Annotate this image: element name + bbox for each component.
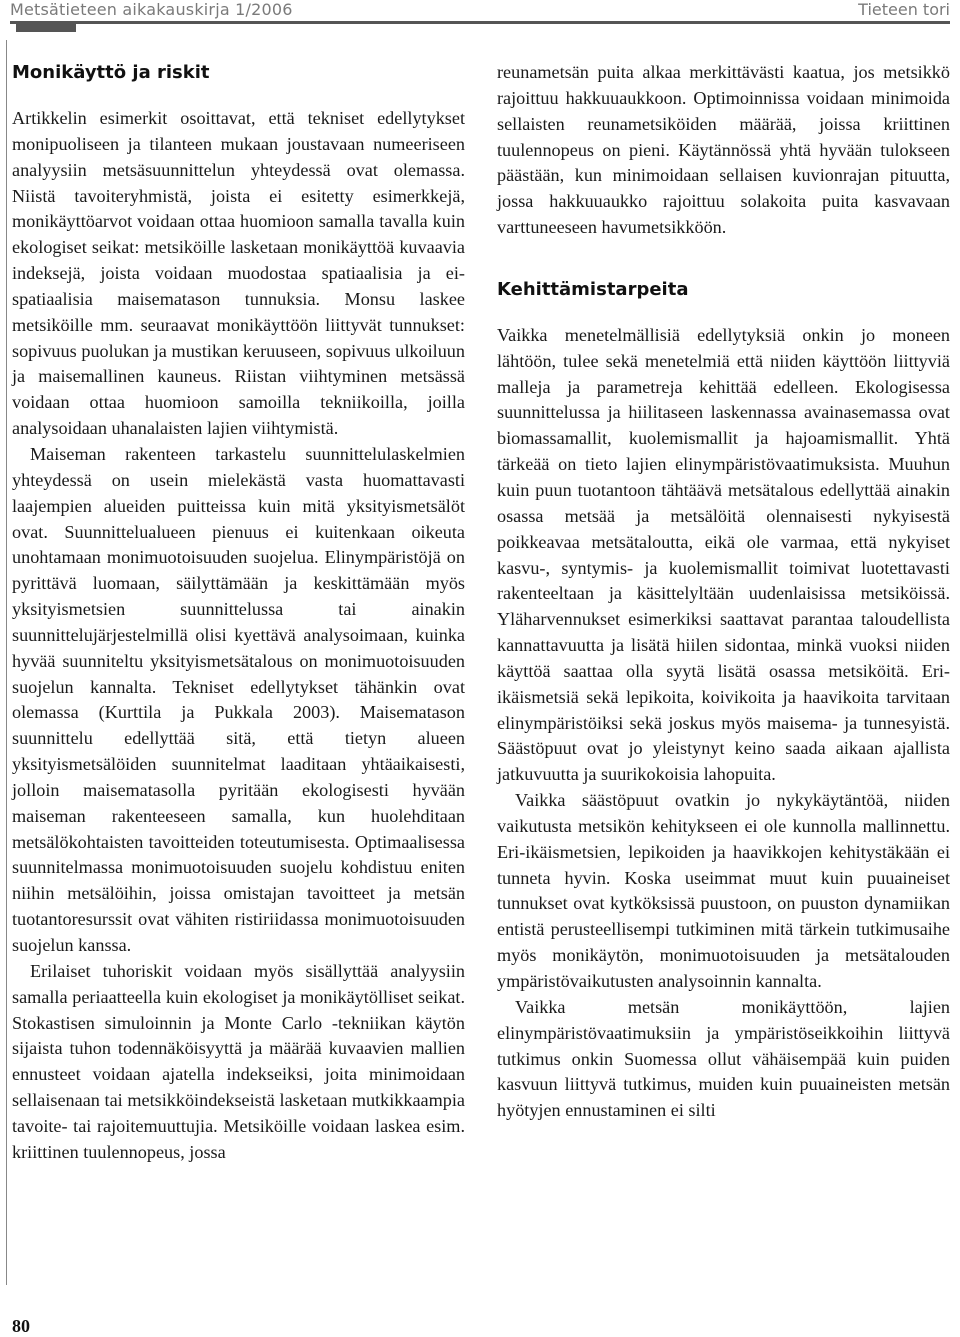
left-column [12, 60, 465, 1166]
paragraph: reunametsän puita alkaa merkittävästi kaatua, jos metsikkö rajoittuu hakkuuaukkoon. Optimoinnissa voidaan minimoida sellaisten reunametsiköiden määrää, joissa kriittinen tuulennopeus on pieni. Käytännössä yhtä hyvään tulokseen päästään, kun minimoidaan sellaisen kuvionrajan pituutta, jossa hakkuuaukko rajoittuu solakoita puita kasvavaan varttuneeseen havumetsikköön. [497, 62, 950, 238]
paragraph: Vaikka metsän monikäyttöön, lajien elinympäristövaatimuksiin ja ympäristöseikkoihin liittyvä tutkimus onkin Suomessa ollut vähäisempää kuin puiden kasvuun liittyvä tutkimus, muiden kuin puuaineisten metsän hyötyjen ennustaminen ei silti [497, 996, 950, 1121]
paragraph: Vaikka säästöpuut ovatkin jo nykykäytäntöä, niiden vaikutusta metsikön kehitykseen ei ole kunnolla mallinnettu. Eri-ikäismetsien, lepikoiden ja haavikkojen kehitystäkään ei tunneta hyvin. Koska useimmat muut kuin puuaineiset tunnukset ovat kytköksissä puustoon, on puuston dynamiikan entistä perusteellisempi tutkiminen mitä tärkein tutkimusaihe myös monikäytön, monimuotoisuuden ja metsätalouden ympäristövaikutusten analysoinnin kannalta. [497, 790, 950, 991]
paragraph: Vaikka menetelmällisiä edellytyksiä onkin jo moneen lähtöön, tulee sekä menetelmiä että niiden käyttöön liittyviä malleja ja parametreja kehittää edelleen. Ekologisessa suunnittelussa ja hiilitaseen laskennassa avainasemassa ovat biomassamallit, kuolemismallit ja hajoamismallit. Yhtä tärkeää on tieto lajien elinympäristövaatimuksista. Muuhun kuin puun tuotantoon tähtäävä metsätalous edellyttää ainakin osassa metsää ja metsälöitä olennaisesti nykyisestä poikkeavaa metsätaloutta, eikä ole varmaa, että nykyiset kasvu-, syntymis- ja kuolemismallit toimivat luotettavasti rakenteeltaan ja käsittelyltään uudenlaisissa metsiköissä. Yläharvennukset esimerkiksi saattavat parantaa taloudellista kannattavuutta ja lisätä hiilen sidontaa, minkä vuoksi niiden käyttöä saattaa olla syytä lisätä osassa metsiköitä. Eri-ikäismetsiä sekä lepikoita, koivikoita ja haavikoita tarvitaan elinympäristöiksi sekä joskus myös maisema- ja tunnesyistä. Säästöpuut ovat jo yleistynyt keino saada aikaan ajallista jatkuvuutta ja suurikokoisia lahopuita. [497, 324, 950, 785]
paragraph: Maiseman rakenteen tarkastelu suunnittelulaskelmien yhteydessä on usein mielekästä vasta huomattavasti laajempien alueiden puitteissa kuin mitä yksityismetsälöt ovat. Suunnittelualueen pienuus ei kuitenkaan oikeuta unohtamaan monimuotoisuuden suojelua. Elinympäristöjä on pyrittävä luomaan, säilyttämään ja keskittämään myös yksityismetsien suunnittelussa tai ainakin suunnittelujärjestelmillä olisi kyettävä analysoimaan, kuinka hyvää suunniteltu yksityismetsätalous on monimuotoisuuden suojelun kannalta. Tekniset edellytykset tähänkin ovat olemassa (Kurttila ja Pukkala 2003). Maisematason suunnittelu edellyttää sitä, että tietyn alueen yksityismetsälöiden suunnitelmat laaditaan yhtäaikaisesti, jolloin maisematasolla pyritään ekologisesti hyvään maiseman rakenteeseen samalla, kun huolehditaan metsälökohtaisten tavoitteiden toteutumisesta. Optimaalisessa suunnitelmassa monimuotoisuuden suojelu kohdistuu eniten niihin metsälöihin, joissa omistajan tavoitteet ja metsän tuotantoresurssit ovat vähiten ristiriidassa monimuotoisuuden suojelun kanssa. [12, 443, 465, 955]
section-title: Tieteen tori [858, 0, 950, 19]
page-number: 80 [12, 1316, 30, 1336]
journal-title: Metsätieteen aikakauskirja 1/2006 [10, 0, 293, 19]
section-heading-kehittamistarpeita: Kehittämistarpeita [497, 278, 689, 300]
header-rule [10, 21, 950, 24]
page-header [0, 0, 960, 34]
margin-rule [6, 40, 7, 1285]
section-heading-monikaytto: Monikäyttö ja riskit [12, 62, 210, 83]
header-accent-bar [16, 24, 76, 32]
right-column [497, 60, 950, 1124]
paragraph: Artikkelin esimerkit osoittavat, että tekniset edellytykset monipuoliseen ja tilanteen mukaan joustavaan numeeriseen analyysiin metsäsuunnittelun yhteydessä ovat olemassa. Niistä tavoiteryhmistä, joista ei esitetty esimerkkejä, monikäyttöarvot voidaan ottaa huomioon samalla tavalla kuin ekologiset seikat: metsiköille lasketaan monikäyttöä kuvaavia indeksejä, joista voidaan muodostaa spatiaalisia ja ei-spatiaalisia maisematason tunnuksia. Monsu laskee metsiköille mm. seuraavat monikäyttöön liittyvät tunnukset: sopivuus puolukan ja mustikan keruuseen, sopivuus ulkoiluun ja maisemallinen kauneus. Riistan viihtyminen metsässä voidaan ottaa huomioon samoilla tekniikoilla, joilla analysoidaan uhanalaisten lajien viihtymistä. [12, 108, 465, 439]
paragraph: Erilaiset tuhoriskit voidaan myös sisällyttää analyysiin samalla periaatteella kuin ekologiset ja monikäytölliset seikat. Stokastisen simuloinnin ja Monte Carlo -tekniikan käytön sijaista tuhon todennäköisyyttä ja määrää kuvaavien mallien ennusteet voidaan ajatella indekseiksi, joita minimoidaan sellaisenaan tai metsikköindekseistä lasketaan mutkikkaampia tavoite- tai rajoitemuuttujia. Metsiköille voidaan laskea esim. kriittinen tuulennopeus, jossa [12, 960, 465, 1162]
